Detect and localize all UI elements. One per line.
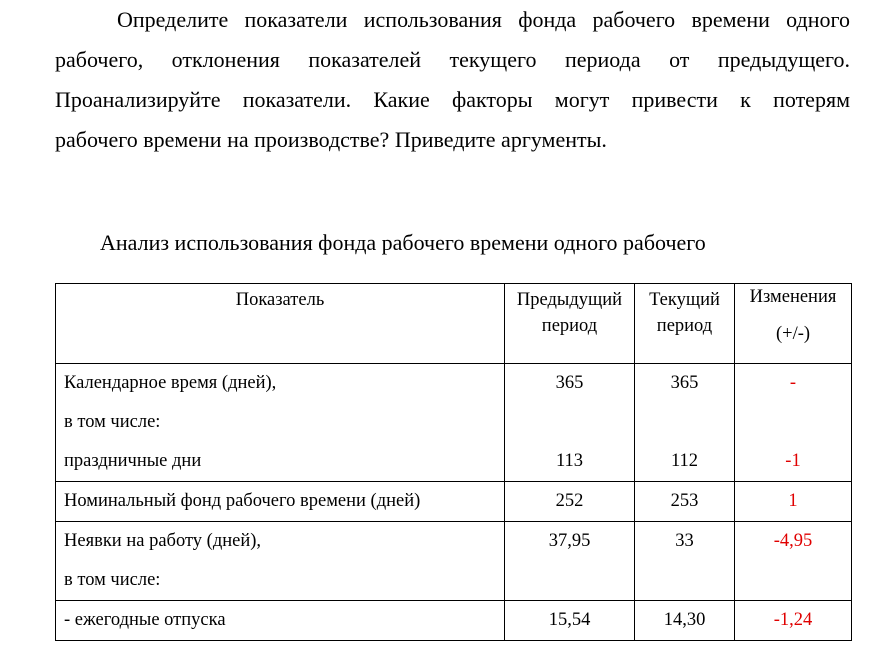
cell-vacations-change — [735, 601, 852, 641]
table-row-calendar — [56, 364, 852, 482]
header-changes-line-2: (+/-) — [775, 324, 811, 344]
cell-vacations-label — [56, 601, 505, 641]
cell-nominal-current — [635, 482, 735, 522]
absences-label-line-1: Неявки на работу (дней), — [64, 531, 262, 551]
absences-change: -4,95 — [773, 531, 813, 551]
cell-calendar-previous — [505, 364, 635, 482]
absences-current: 33 — [675, 531, 694, 551]
header-previous-line-2: период — [541, 316, 598, 336]
cell-vacations-current — [635, 601, 735, 641]
table-row-nominal-fund — [56, 482, 852, 522]
vacations-label: - ежегодные отпуска — [64, 610, 226, 630]
cell-nominal-change — [735, 482, 852, 522]
task-paragraph — [55, 0, 850, 160]
calendar-previous-total: 365 — [555, 373, 584, 393]
cell-nominal-previous — [505, 482, 635, 522]
calendar-change-total: - — [789, 373, 797, 393]
nominal-previous: 252 — [555, 491, 584, 511]
nominal-change: 1 — [788, 491, 798, 511]
task-line-2: рабочего, отклонения показателей текущего периода от предыдущего. — [55, 47, 850, 72]
header-indicator — [56, 284, 505, 364]
calendar-change-holidays: -1 — [785, 451, 801, 471]
header-current-period — [635, 284, 735, 364]
calendar-previous-holidays: 113 — [555, 451, 584, 471]
header-current-line-1: Текущий — [649, 290, 720, 310]
table-header-row — [56, 284, 852, 364]
cell-absences-current — [635, 522, 735, 601]
header-indicator-label: Показатель — [235, 290, 325, 310]
work-time-analysis-table — [55, 283, 852, 641]
header-changes — [735, 284, 852, 364]
calendar-label-line-1: Календарное время (дней), — [64, 373, 277, 393]
task-line-1: Определите показатели использования фонда рабочего времени одного — [117, 7, 850, 32]
absences-label-line-2: в том числе: — [64, 570, 161, 590]
header-changes-line-1: Изменения — [749, 287, 837, 307]
table-row-vacations — [56, 601, 852, 641]
absences-previous: 37,95 — [548, 531, 591, 551]
table-row-absences — [56, 522, 852, 601]
header-current-line-2: период — [656, 316, 713, 336]
cell-calendar-label — [56, 364, 505, 482]
nominal-label: Номинальный фонд рабочего времени (дней) — [64, 491, 421, 511]
task-line-4: рабочего времени на производстве? Приведите аргументы. — [55, 127, 607, 152]
calendar-current-holidays: 112 — [670, 451, 699, 471]
cell-nominal-label — [56, 482, 505, 522]
header-previous-period — [505, 284, 635, 364]
cell-absences-label — [56, 522, 505, 601]
cell-absences-change — [735, 522, 852, 601]
cell-calendar-change — [735, 364, 852, 482]
calendar-current-total: 365 — [670, 373, 699, 393]
task-line-3: Проанализируйте показатели. Какие факторы могут привести к потерям — [55, 87, 850, 112]
nominal-current: 253 — [670, 491, 699, 511]
cell-vacations-previous — [505, 601, 635, 641]
cell-absences-previous — [505, 522, 635, 601]
vacations-change: -1,24 — [773, 610, 813, 630]
header-previous-line-1: Предыдущий — [516, 290, 623, 310]
cell-calendar-current — [635, 364, 735, 482]
table-title: Анализ использования фонда рабочего времени одного рабочего — [100, 230, 706, 255]
calendar-label-line-3: праздничные дни — [64, 451, 202, 471]
calendar-label-line-2: в том числе: — [64, 412, 161, 432]
vacations-previous: 15,54 — [548, 610, 591, 630]
vacations-current: 14,30 — [663, 610, 706, 630]
